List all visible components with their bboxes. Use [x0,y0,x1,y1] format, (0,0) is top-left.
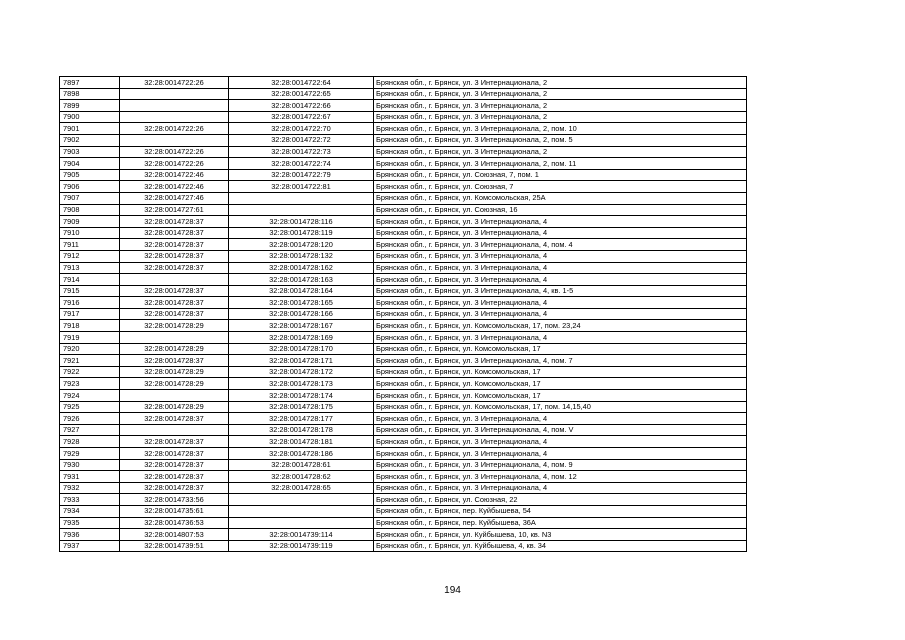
address-cell: Брянская обл., г. Брянск, ул. Комсомольская, 17 [374,378,747,390]
address-cell: Брянская обл., г. Брянск, ул. 3 Интернационала, 4 [374,250,747,262]
parcel-number-cell: 32:28:0014736:53 [120,517,229,529]
parcel-number-cell [120,100,229,112]
object-number-cell: 32:28:0014722:66 [229,100,374,112]
row-number-cell: 7923 [60,378,120,390]
address-cell: Брянская обл., г. Брянск, ул. 3 Интернационала, 2, пом. 11 [374,158,747,170]
parcel-number-cell: 32:28:0014728:29 [120,320,229,332]
row-number-cell: 7913 [60,262,120,274]
address-cell: Брянская обл., г. Брянск, ул. 3 Интернационала, 4 [374,308,747,320]
table-row [60,192,747,204]
table-row [60,216,747,228]
table-row [60,471,747,483]
address-cell: Брянская обл., г. Брянск, ул. Союзная, 7, пом. 1 [374,169,747,181]
parcel-number-cell: 32:28:0014722:46 [120,181,229,193]
parcel-number-cell: 32:28:0014728:37 [120,413,229,425]
object-number-cell: 32:28:0014722:81 [229,181,374,193]
table-row [60,517,747,529]
object-number-cell: 32:28:0014728:120 [229,239,374,251]
address-cell: Брянская обл., г. Брянск, ул. 3 Интернационала, 4 [374,448,747,460]
address-cell: Брянская обл., г. Брянск, ул. 3 Интернационала, 4 [374,436,747,448]
parcel-number-cell [120,111,229,123]
address-cell: Брянская обл., г. Брянск, ул. 3 Интернационала, 4 [374,297,747,309]
object-number-cell: 32:28:0014728:172 [229,366,374,378]
address-cell: Брянская обл., г. Брянск, ул. 3 Интернационала, 2 [374,88,747,100]
row-number-cell: 7934 [60,505,120,517]
object-number-cell: 32:28:0014722:64 [229,77,374,89]
object-number-cell [229,192,374,204]
row-number-cell: 7929 [60,448,120,460]
address-cell: Брянская обл., г. Брянск, ул. Куйбышева, 4, кв. 34 [374,540,747,552]
row-number-cell: 7902 [60,134,120,146]
address-cell: Брянская обл., г. Брянск, ул. Комсомольская, 17 [374,343,747,355]
property-registry-table [59,76,747,552]
parcel-number-cell [120,332,229,344]
address-cell: Брянская обл., г. Брянск, ул. 3 Интернационала, 4, пом. V [374,424,747,436]
table-row [60,505,747,517]
parcel-number-cell [120,88,229,100]
object-number-cell: 32:28:0014728:173 [229,378,374,390]
object-number-cell: 32:28:0014722:72 [229,134,374,146]
table-row [60,250,747,262]
parcel-number-cell: 32:28:0014807:53 [120,529,229,541]
object-number-cell: 32:28:0014728:170 [229,343,374,355]
row-number-cell: 7933 [60,494,120,506]
table-row [60,262,747,274]
parcel-number-cell: 32:28:0014727:61 [120,204,229,216]
object-number-cell: 32:28:0014728:174 [229,390,374,402]
address-cell: Брянская обл., г. Брянск, ул. 3 Интернационала, 4, пом. 9 [374,459,747,471]
parcel-number-cell: 32:28:0014722:46 [120,169,229,181]
address-cell: Брянская обл., г. Брянск, пер. Куйбышева, 54 [374,505,747,517]
parcel-number-cell: 32:28:0014722:26 [120,77,229,89]
table-row [60,239,747,251]
row-number-cell: 7914 [60,274,120,286]
address-cell: Брянская обл., г. Брянск, ул. 3 Интернационала, 4 [374,227,747,239]
row-number-cell: 7927 [60,424,120,436]
table-row [60,77,747,89]
row-number-cell: 7924 [60,390,120,402]
address-cell: Брянская обл., г. Брянск, ул. Союзная, 16 [374,204,747,216]
parcel-number-cell: 32:28:0014728:37 [120,471,229,483]
table-row [60,378,747,390]
row-number-cell: 7908 [60,204,120,216]
table-row [60,274,747,286]
object-number-cell [229,204,374,216]
object-number-cell: 32:28:0014722:65 [229,88,374,100]
parcel-number-cell [120,274,229,286]
object-number-cell: 32:28:0014728:167 [229,320,374,332]
row-number-cell: 7903 [60,146,120,158]
table-row [60,436,747,448]
address-cell: Брянская обл., г. Брянск, ул. 3 Интернационала, 4, пом. 7 [374,355,747,367]
object-number-cell: 32:28:0014728:61 [229,459,374,471]
parcel-number-cell [120,424,229,436]
address-cell: Брянская обл., г. Брянск, ул. 3 Интернационала, 4, кв. 1-5 [374,285,747,297]
address-cell: Брянская обл., г. Брянск, пер. Куйбышева, 36А [374,517,747,529]
row-number-cell: 7911 [60,239,120,251]
object-number-cell: 32:28:0014739:114 [229,529,374,541]
table-row [60,332,747,344]
object-number-cell: 32:28:0014728:132 [229,250,374,262]
row-number-cell: 7928 [60,436,120,448]
row-number-cell: 7906 [60,181,120,193]
address-cell: Брянская обл., г. Брянск, ул. 3 Интернационала, 4 [374,274,747,286]
address-cell: Брянская обл., г. Брянск, ул. Комсомольская, 17, пом. 14,15,40 [374,401,747,413]
address-cell: Брянская обл., г. Брянск, ул. 3 Интернационала, 4 [374,332,747,344]
parcel-number-cell: 32:28:0014728:37 [120,436,229,448]
table-row [60,390,747,402]
row-number-cell: 7937 [60,540,120,552]
row-number-cell: 7930 [60,459,120,471]
row-number-cell: 7932 [60,482,120,494]
parcel-number-cell: 32:28:0014727:46 [120,192,229,204]
parcel-number-cell: 32:28:0014728:37 [120,262,229,274]
row-number-cell: 7912 [60,250,120,262]
parcel-number-cell: 32:28:0014728:37 [120,459,229,471]
object-number-cell: 32:28:0014739:119 [229,540,374,552]
address-cell: Брянская обл., г. Брянск, ул. 3 Интернационала, 4 [374,216,747,228]
table-row [60,482,747,494]
table-row [60,343,747,355]
row-number-cell: 7935 [60,517,120,529]
parcel-number-cell: 32:28:0014728:29 [120,366,229,378]
table-row [60,111,747,123]
parcel-number-cell: 32:28:0014728:29 [120,378,229,390]
object-number-cell: 32:28:0014728:116 [229,216,374,228]
table-row [60,401,747,413]
address-cell: Брянская обл., г. Брянск, ул. Комсомольская, 17 [374,366,747,378]
parcel-number-cell: 32:28:0014728:37 [120,297,229,309]
object-number-cell: 32:28:0014728:119 [229,227,374,239]
table-row [60,158,747,170]
table-row [60,355,747,367]
table-body [60,77,747,552]
row-number-cell: 7921 [60,355,120,367]
row-number-cell: 7898 [60,88,120,100]
parcel-number-cell: 32:28:0014733:56 [120,494,229,506]
parcel-number-cell: 32:28:0014722:26 [120,123,229,135]
address-cell: Брянская обл., г. Брянск, ул. 3 Интернационала, 4, пом. 12 [374,471,747,483]
row-number-cell: 7910 [60,227,120,239]
address-cell: Брянская обл., г. Брянск, ул. 3 Интернационала, 2 [374,77,747,89]
table-row [60,448,747,460]
table-row [60,366,747,378]
object-number-cell: 32:28:0014722:73 [229,146,374,158]
object-number-cell: 32:28:0014728:162 [229,262,374,274]
parcel-number-cell [120,134,229,146]
parcel-number-cell: 32:28:0014728:37 [120,250,229,262]
page-number: 194 [444,585,461,596]
address-cell: Брянская обл., г. Брянск, ул. 3 Интернационала, 4 [374,262,747,274]
table-row [60,529,747,541]
row-number-cell: 7897 [60,77,120,89]
address-cell: Брянская обл., г. Брянск, ул. Союзная, 7 [374,181,747,193]
parcel-number-cell: 32:28:0014728:29 [120,401,229,413]
address-cell: Брянская обл., г. Брянск, ул. 3 Интернационала, 4 [374,482,747,494]
parcel-number-cell: 32:28:0014728:37 [120,216,229,228]
object-number-cell: 32:28:0014722:70 [229,123,374,135]
address-cell: Брянская обл., г. Брянск, ул. 3 Интернационала, 2 [374,111,747,123]
address-cell: Брянская обл., г. Брянск, ул. Комсомольская, 17, пом. 23,24 [374,320,747,332]
object-number-cell [229,505,374,517]
row-number-cell: 7925 [60,401,120,413]
parcel-number-cell: 32:28:0014728:37 [120,448,229,460]
table-row [60,88,747,100]
address-cell: Брянская обл., г. Брянск, ул. 3 Интернационала, 2, пом. 5 [374,134,747,146]
row-number-cell: 7922 [60,366,120,378]
row-number-cell: 7909 [60,216,120,228]
table-row [60,134,747,146]
table-row [60,540,747,552]
object-number-cell: 32:28:0014728:65 [229,482,374,494]
row-number-cell: 7916 [60,297,120,309]
row-number-cell: 7920 [60,343,120,355]
address-cell: Брянская обл., г. Брянск, ул. 3 Интернационала, 4, пом. 4 [374,239,747,251]
object-number-cell: 32:28:0014728:62 [229,471,374,483]
parcel-number-cell [120,390,229,402]
object-number-cell: 32:28:0014728:171 [229,355,374,367]
row-number-cell: 7900 [60,111,120,123]
parcel-number-cell: 32:28:0014728:29 [120,343,229,355]
object-number-cell: 32:28:0014728:177 [229,413,374,425]
row-number-cell: 7905 [60,169,120,181]
object-number-cell [229,517,374,529]
parcel-number-cell: 32:28:0014739:51 [120,540,229,552]
row-number-cell: 7917 [60,308,120,320]
table-row [60,494,747,506]
address-cell: Брянская обл., г. Брянск, ул. 3 Интернационала, 2 [374,100,747,112]
row-number-cell: 7907 [60,192,120,204]
parcel-number-cell: 32:28:0014728:37 [120,308,229,320]
table-row [60,297,747,309]
object-number-cell: 32:28:0014728:169 [229,332,374,344]
object-number-cell: 32:28:0014728:178 [229,424,374,436]
parcel-number-cell: 32:28:0014728:37 [120,482,229,494]
table-row [60,320,747,332]
table-row [60,169,747,181]
row-number-cell: 7931 [60,471,120,483]
table-row [60,204,747,216]
table-row [60,424,747,436]
object-number-cell: 32:28:0014722:74 [229,158,374,170]
row-number-cell: 7904 [60,158,120,170]
address-cell: Брянская обл., г. Брянск, ул. Комсомольская, 25А [374,192,747,204]
address-cell: Брянская обл., г. Брянск, ул. 3 Интернационала, 2 [374,146,747,158]
row-number-cell: 7915 [60,285,120,297]
parcel-number-cell: 32:28:0014722:26 [120,146,229,158]
parcel-number-cell: 32:28:0014728:37 [120,285,229,297]
object-number-cell: 32:28:0014722:79 [229,169,374,181]
object-number-cell: 32:28:0014728:163 [229,274,374,286]
parcel-number-cell: 32:28:0014735:61 [120,505,229,517]
object-number-cell: 32:28:0014722:67 [229,111,374,123]
address-cell: Брянская обл., г. Брянск, ул. Комсомольская, 17 [374,390,747,402]
object-number-cell: 32:28:0014728:165 [229,297,374,309]
row-number-cell: 7918 [60,320,120,332]
table-row [60,308,747,320]
table-row [60,227,747,239]
object-number-cell: 32:28:0014728:181 [229,436,374,448]
parcel-number-cell: 32:28:0014722:26 [120,158,229,170]
object-number-cell [229,494,374,506]
object-number-cell: 32:28:0014728:166 [229,308,374,320]
row-number-cell: 7936 [60,529,120,541]
object-number-cell: 32:28:0014728:164 [229,285,374,297]
parcel-number-cell: 32:28:0014728:37 [120,239,229,251]
row-number-cell: 7926 [60,413,120,425]
table-row [60,181,747,193]
address-cell: Брянская обл., г. Брянск, ул. Куйбышева, 10, кв. N3 [374,529,747,541]
parcel-number-cell: 32:28:0014728:37 [120,355,229,367]
table-row [60,123,747,135]
parcel-number-cell: 32:28:0014728:37 [120,227,229,239]
address-cell: Брянская обл., г. Брянск, ул. 3 Интернационала, 4 [374,413,747,425]
table-row [60,459,747,471]
row-number-cell: 7899 [60,100,120,112]
row-number-cell: 7901 [60,123,120,135]
object-number-cell: 32:28:0014728:186 [229,448,374,460]
address-cell: Брянская обл., г. Брянск, ул. Союзная, 22 [374,494,747,506]
table-row [60,146,747,158]
row-number-cell: 7919 [60,332,120,344]
table-row [60,285,747,297]
object-number-cell: 32:28:0014728:175 [229,401,374,413]
table-row [60,413,747,425]
table-row [60,100,747,112]
address-cell: Брянская обл., г. Брянск, ул. 3 Интернационала, 2, пом. 10 [374,123,747,135]
